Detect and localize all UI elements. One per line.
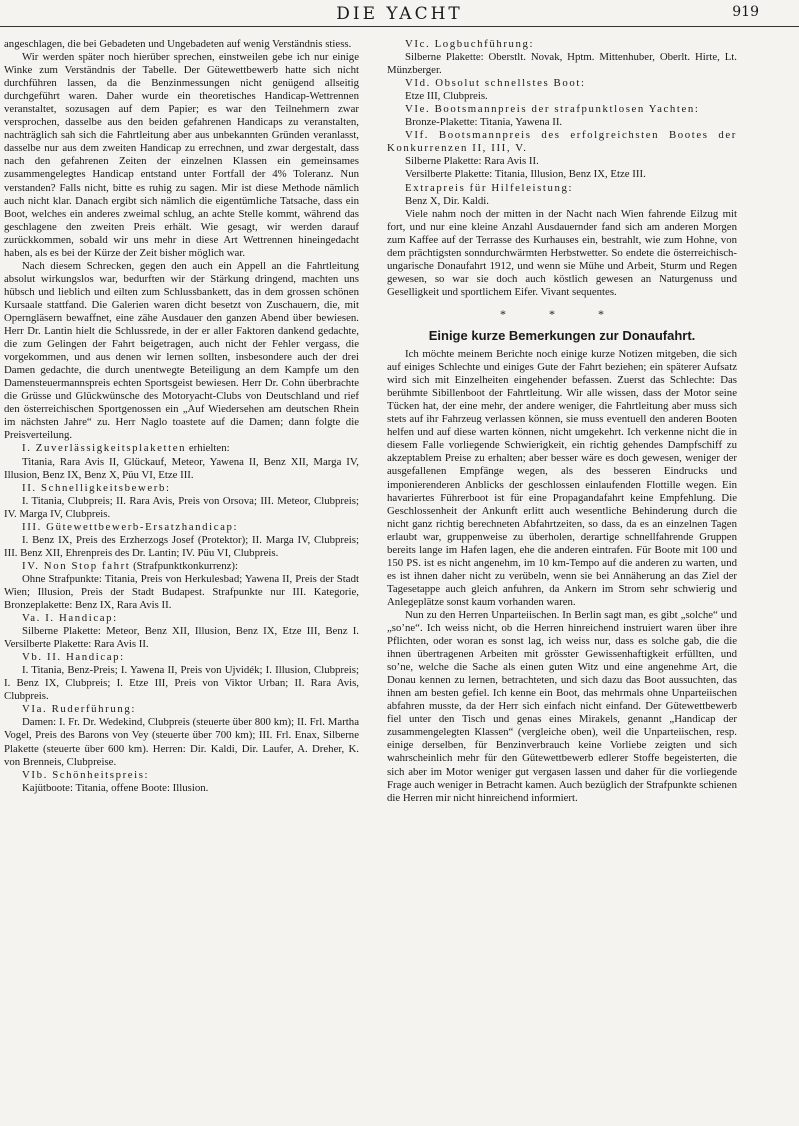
paragraph: Titania, Rara Avis II, Glückauf, Meteor, Yawena II, Benz XII, Marga IV, Illusion, Benz IX, Benz X, Püu VI, Etze III. <box>4 455 359 481</box>
paragraph: I. Titania, Clubpreis; II. Rara Avis, Preis von Orsova; III. Meteor, Clubpreis; IV. Marga IV, Clubpreis. <box>4 494 359 520</box>
paragraph <box>387 38 737 51</box>
prize-category: VIe. Bootsmannpreis der strafpunktlosen Yachten: <box>405 103 700 116</box>
paragraph: Viele nahm noch der mitten in der Nacht nach Wien fahrende Eilzug mit fort, und nur eine kleine Anzahl Ausdauernder fand sich am anderen Morgen zum Kaffee auf der Terrasse des Kurhauses ein, bestrahlt, wie zum Hohne, von dem prächtigsten sonndurchwärmten Herbstwetter. So endete die österreichisch-ungarische Donaufahrt 1912, und wenn sie Mühe und Arbeit, Sturm und Regen gewesen, so war sie doch auch köstlich gewesen an Naturgenuss und Geselligkeit und sportlichem Eifer. Vivant sequentes. <box>387 207 737 298</box>
paragraph: Nach diesem Schrecken, gegen den auch ein Appell an die Fahrtleitung absolut wirkungslos war, bedurften wir der Stärkung dringend, machten uns hübsch und lieblich und eilten zum Schlussbankett, das in dem grossen schönen Kursaale stattfand. Die Galerien waren dicht besetzt von Zuschauern, die, mit Operngläsern bewaffnet, eine zähe Ausdauer den ganzen Abend über bewiesen. Herr Dr. Lantin hielt die Schlussrede, in der er aller Faktoren dankend gedachte, die zum Gelingen der Fahrt beigetragen, auch nicht der Fehler vergass, die vorgekommen, und aus denen wir lernen sollten, insbesondere auch der drei Damen gedachte, die durch unentwegte Beteiligung an dem Kampfe um den Damensteuermannspreis echten Sportsgeist bewiesen. Herr Dr. Cohn überbrachte die Grüsse und Glückwünsche des Motoryacht-Clubs von Deutschland und rief den österreichischen Sportgenossen ein „Auf Wiedersehen am deutschen Rhein im nächsten Jahre“ zu. Herr Naglo toastete auf die Damen; dann folgte die Preisverteilung. <box>4 259 359 442</box>
paragraph: I. Titania, Benz-Preis; I. Yawena II, Preis von Ujvidék; I. Illusion, Clubpreis; I. Benz IX, Clubpreis; I. Etze III, Preis von Viktor Urban; II. Rara Avis, Clubpreis. <box>4 664 359 703</box>
paragraph <box>4 651 359 664</box>
prize-list-continued <box>387 38 737 299</box>
prize-category: VIc. Logbuchführung: <box>405 38 535 50</box>
paragraph <box>4 560 359 573</box>
paragraph <box>387 182 737 195</box>
prize-category: VIa. Ruderführung: <box>22 703 136 716</box>
paragraph: Damen: I. Fr. Dr. Wedekind, Clubpreis (steuerte über 800 km); II. Frl. Martha Vogel, Preis des Barons von Vey (steuerte über 700 km); III. Frl. Enax, Silberne Plakette (steuerte über 600 km). Herren: Dir. Kaldi, Dir. Laufer, A. Dreher, K. von Brenneis, Clubpreise. <box>4 716 359 768</box>
right-column <box>387 38 737 805</box>
magazine-title: DIE YACHT <box>336 4 463 24</box>
paragraph: Ohne Strafpunkte: Titania, Preis von Herkulesbad; Yawena II, Preis der Stadt Wien; Illusion, Preis der Stadt Budapest. Strafpunkte nur III. Kategorie, Bronzeplakette: Benz IX, Rara Avis II. <box>4 572 359 612</box>
paragraph <box>4 482 359 495</box>
paragraph: angeschlagen, die bei Gebadeten und Ungebadeten auf wenig Verständnis stiess. <box>4 38 352 50</box>
paragraph: Silberne Plakette: Oberstlt. Novak, Hptm. Mittenhuber, Oberlt. Hirte, Lt. Münzberger. <box>387 51 737 77</box>
prize-category: I. Zuverlässigkeitsplaketten <box>22 442 187 455</box>
paragraph: Versilberte Plakette: Titania, Illusion, Benz IX, Etze III. <box>405 168 646 181</box>
paragraph: Etze III, Clubpreis. <box>405 90 488 103</box>
section-divider-stars: * * * <box>500 306 624 321</box>
prize-category: Vb. II. Handicap: <box>22 651 125 664</box>
paragraph <box>387 129 737 155</box>
remarks-text <box>387 348 737 805</box>
paragraph <box>4 703 359 716</box>
paragraph: Silberne Plakette: Rara Avis II. <box>405 155 539 168</box>
paragraph: Silberne Plakette: Meteor, Benz XII, Illusion, Benz IX, Etze III, Benz I. Versilberte Plakette: Rara Avis II. <box>4 625 359 651</box>
paragraph: Wir werden später noch hierüber sprechen, einstweilen gebe ich nur einige Winke zum Verständnis der Tabelle. Der Gütewettbewerb hatte sich nicht durchführen lassen, da die Benzinmessungen nicht genügend allseitig durchgeführt waren. Daher wurde ein theoretisches Handicap-Wettrennen veranstaltet, sozusagen auf dem Papier; es war den Teilnehmern zwar versprochen, dasselbe aus den beiden gefahrenen Handicaps zu veranstalten, nachträglich sah sich die Fahrtleitung aber aus unbekannten Gründen veranlasst, dasselbe nur aus dem zweiten Handicap zu errechnen, und zwar dergestalt, dass nach den gefahrenen Zeiten der einzelnen Klassen ein gemeinsames zusammengelegtes Handicap entstand unter Fortfall der 4% Toleranz. Nun verstanden? Falls nicht, bitte es ruhig zu sagen. Mir ist diese Methode nämlich auch nicht klar. Danach ergibt sich nämlich die eigentümliche Tatsache, dass ein Boot, welches ein anderes zweimal schlug, an achte Stelle kommt, während das geschlagene den zweiten Preis erhält. Wie gesagt, wir werden darauf zurückkommen, sobald wir uns mehr in diese Art Wettrennen hineingedacht haben, als es bei der Kürze der Zeit bisher möglich war. <box>4 51 359 259</box>
paragraph: Nun zu den Herren Unparteiischen. In Berlin sagt man, es gibt „solche“ und „so’ne“. Ich weiss nicht, ob die Herren hinreichend instruiert waren über ihre Pflichten, oder woran es sonst lag, ich weiss nur, dass es solche gab, die die ihnen übertragenen Arbeiten mit grösster Gewissenhaftigkeit erfüllten, und so’ne, welche die Sache als einen guten Witz und eine angenehme Art, die Donau kennen zu lernen, betrachteten, und sich dazu das Boot aussuchten, das ihnen am besten gefiel. Ich kenne ein Boot, das mehrmals ohne Unparteiischen abfahren musste, da der Herr sich einfach nicht einfand. Der Gütewettbewerb fiel unter den Tisch und genas eines Mirakels, genannt „Handicap der zusammengelegten Klassen“ (vergleiche oben), weil die Unparteiischen, resp. einige derselben, für Benzinverbrauch keine Vorliebe zeigten und sich wahrscheinlich mehr für den Gütewettbewerb edlerer Stoffe begeisterten, die sich aber im Motor weniger gut vergasen lassen und daher für die vorliegende Frage auch weniger in Betracht kamen. Auch bezüglich der Strafpunkte schienen die Herren mir nicht hinreichend informiert. <box>387 608 737 804</box>
prize-category: Va. I. Handicap: <box>22 612 118 625</box>
paragraph <box>4 521 359 534</box>
prize-category-tail: (Strafpunktkonkurrenz): <box>130 559 239 572</box>
paragraph <box>387 103 737 116</box>
section-heading: Einige kurze Bemerkungen zur Donaufahrt. <box>428 327 696 343</box>
prize-category: II. Schnelligkeitsbewerb: <box>22 481 171 494</box>
prize-category: Extrapreis für Hilfeleistung: <box>405 181 574 194</box>
paragraph: Ich möchte meinem Berichte noch einige kurze Notizen mitgeben, die sich auf einiges Schlechte und einiges Gute der Fahrt beziehen; ein späterer Aufsatz wird sich mit Einzelheiten eingehender befassen. Zuerst das Schlechte: Das berühmte Sibillenboot der Fahrtleitung. Wir alle wissen, dass der Motor seine Tücken hat, der eine mehr, der andere weniger, die Fahrtleitung aber muss sich stets auf ihr Fahrzeug verlassen können, sie muss eventuell den anderen Booten helfen und auf diese warten können, nicht umgekehrt. Ich verkenne nicht die in diesem Falle vorliegende Schwierigkeit, ein richtig gehendes Dampfschiff zu akzeptablem Preise zu erhalten; aber besser wäre es doch gewesen, weniger der ausgefallenen Empfänge wegen, als des besseren Eindrucks und imponierenderen Anblicks der geschlossen einlaufenden Flottille wegen. Ein havariertes Führerboot ist für eine Propagandafahrt keine Empfehlung. Die Geschlossenheit der Ankunft erlitt auch wesentliche Behinderung durch die nicht ganz richtig berechneten Abfahrtzeiten, so dass, da es an einzelnen Tagen erlaubt war, gruppenweise zu überholen, derartige schnellfahrende Gruppen bereits lange im Hafen lagen, ehe die anderen eintrafen. Für Boote mit 100 und 150 PS. ist es nicht angenehm, im 10 km-Tempo auf die anderen zu warten, und es ist ihnen daher nicht zu verübeln, wenn sie bei Annäherung an das Ziel der Tagesetappe auch gleich anfuhren, da Ankern im Strom sehr schwierig und Anlegeplätze sonst kaum vorhanden waren. <box>387 348 737 608</box>
prize-category: IV. Non Stop fahrt <box>22 559 131 572</box>
paragraph: Bronze-Plakette: Titania, Yawena II. <box>405 116 563 129</box>
paragraph: Benz X, Dir. Kaldi. <box>405 194 489 207</box>
prize-category-tail: erhielten: <box>186 442 230 455</box>
prize-category: VIf. Bootsmannpreis des erfolgreichsten Bootes der Konkurrenzen II, III, V. <box>387 129 737 155</box>
paragraph <box>4 612 359 625</box>
page-number: 919 <box>732 4 759 20</box>
paragraph: Kajütboote: Titania, offene Boote: Illusion. <box>22 781 209 794</box>
paragraph <box>387 77 737 90</box>
paragraph <box>4 442 359 455</box>
paragraph <box>4 769 359 782</box>
paragraph: I. Benz IX, Preis des Erzherzogs Josef (Protektor); II. Marga IV, Clubpreis; III. Benz XII, Ehrenpreis des Dr. Lantin; IV. Püu VI, Clubpreis. <box>4 533 359 559</box>
page-header <box>0 0 799 27</box>
prize-category: III. Gütewettbewerb-Ersatzhandicap: <box>22 520 239 533</box>
prize-category: VIb. Schönheitspreis: <box>22 768 150 781</box>
prize-category: VId. Obsolut schnellstes Boot: <box>405 77 586 90</box>
left-column <box>4 38 359 795</box>
